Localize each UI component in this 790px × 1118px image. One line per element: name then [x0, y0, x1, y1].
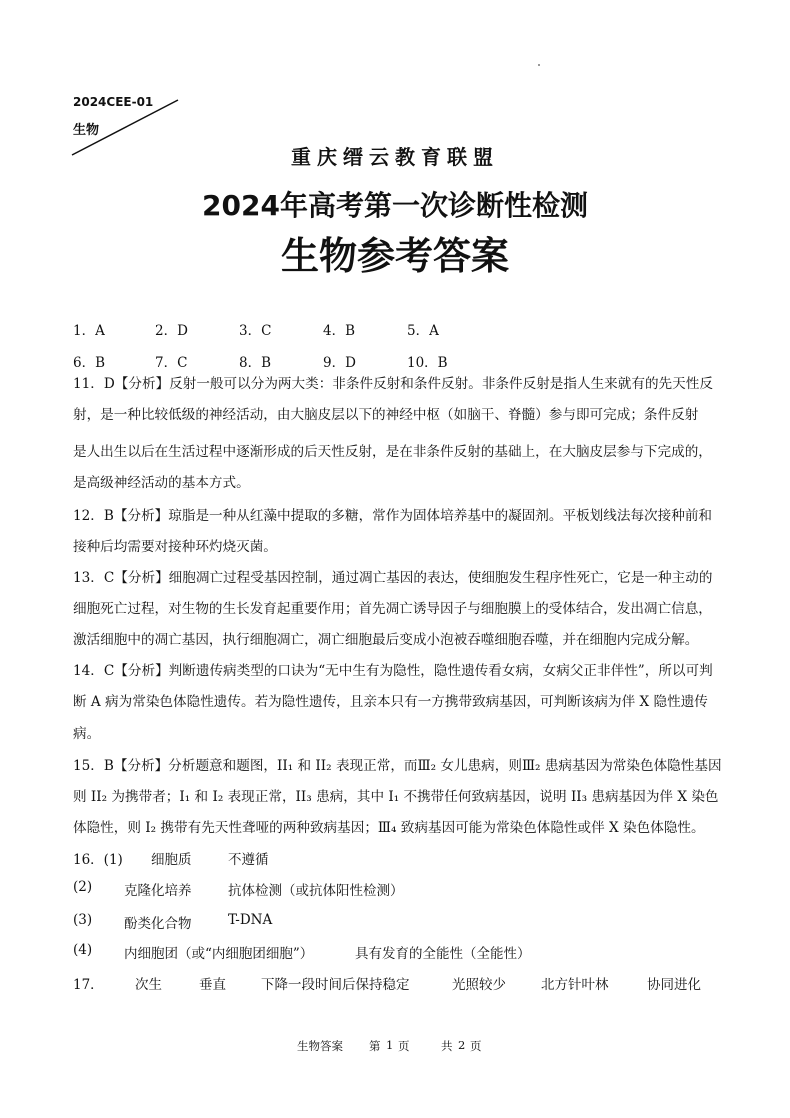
exam-title: 2024年高考第一次诊断性检测: [202, 189, 588, 222]
fill-answer: 北方针叶林: [541, 977, 609, 993]
fill-answer: 细胞质: [151, 852, 192, 868]
analysis-line: 激活细胞中的凋亡基因，执行细胞凋亡，凋亡细胞最后变成小泡被吞噬细胞吞噬，并在细胞内完成分解。: [73, 632, 699, 648]
analysis-line: 则 II₂ 为携带者；I₁ 和 I₂ 表现正常，II₃ 患病，其中 I₁ 不携带任何致病基因，说明 II₃ 患病基因为伴 X 染色: [73, 789, 719, 805]
choice-answer: 9．D: [323, 355, 356, 371]
fill-answer: 光照较少: [452, 977, 506, 993]
analysis-line: 13．C【分析】细胞凋亡过程受基因控制，通过凋亡基因的表达，使细胞发生程序性死亡，它是一种主动的: [73, 570, 713, 586]
question-number: (3): [73, 912, 93, 928]
footer-page-suffix: 页: [398, 1039, 410, 1053]
footer-page-prefix: 第: [369, 1039, 381, 1053]
fill-answer: 抗体检测（或抗体阳性检测）: [228, 883, 404, 899]
analysis-line: 体隐性，则 I₂ 携带有先天性聋哑的两种致病基因；Ⅲ₄ 致病基因可能为常染色体隐性或伴 X 染色体隐性。: [73, 820, 705, 836]
analysis-line: 是高级神经活动的基本方式。: [73, 475, 250, 491]
analysis-line: 病。: [73, 726, 101, 742]
question-number: (2): [73, 879, 93, 895]
doc-title: 生物参考答案: [280, 234, 509, 278]
analysis-line: 11．D【分析】反射一般可以分为两大类：非条件反射和条件反射。非条件反射是指人生来就有的先天性反: [73, 376, 713, 392]
fill-answer: 具有发育的全能性（全能性）: [355, 946, 531, 962]
question-number: (4): [73, 942, 93, 958]
choice-answer: 2．D: [155, 323, 188, 339]
choice-answer: 3．C: [239, 323, 272, 339]
analysis-line: 12．B【分析】琼脂是一种从红藻中提取的多糖，常作为固体培养基中的凝固剂。平板划线法每次接种前和: [73, 508, 713, 524]
footer-total-suffix: 页: [470, 1039, 482, 1053]
fill-answer: 不遵循: [228, 852, 269, 868]
choice-answer: 7．C: [155, 355, 188, 371]
footer-total: 2: [458, 1038, 466, 1052]
footer-page: 1: [386, 1038, 394, 1052]
choice-answer: 10．B: [407, 355, 448, 371]
fill-answer: 酚类化合物: [124, 916, 192, 932]
choice-answer: 8．B: [239, 355, 272, 371]
choice-answer: 6．B: [73, 355, 106, 371]
analysis-line: 断 A 病为常染色体隐性遗传。若为隐性遗传，且亲本只有一方携带致病基因，可判断该病为伴 X 隐性遗传: [73, 694, 708, 710]
question-number: 17．: [73, 977, 104, 993]
analysis-line: 射，是一种比较低级的神经活动，由大脑皮层以下的神经中枢（如脑干、脊髓）参与即可完成；条件反射: [73, 407, 699, 423]
analysis-line: 15．B【分析】分析题意和题图，II₁ 和 II₂ 表现正常，而Ⅲ₂ 女儿患病，则Ⅲ₂ 患病基因为常染色体隐性基因: [73, 758, 722, 774]
fill-answer: 协同进化: [647, 977, 701, 993]
footer-name: 生物答案: [297, 1039, 343, 1053]
doc-subject: 生物: [73, 123, 100, 138]
question-number: 16．(1): [73, 852, 123, 868]
fill-answer: 垂直: [199, 977, 226, 993]
fill-answer: 次生: [135, 977, 162, 993]
speck: [538, 64, 540, 66]
choice-answer: 1．A: [73, 323, 105, 339]
fill-answer: 下降一段时间后保持稳定: [261, 977, 410, 993]
choice-answer: 4．B: [323, 323, 356, 339]
org-title: 重庆缙云教育联盟: [291, 145, 499, 169]
fill-answer: 克隆化培养: [124, 883, 192, 899]
analysis-line: 接种后均需要对接种环灼烧灭菌。: [73, 539, 277, 555]
fill-answer: 内细胞团（或“内细胞团细胞”）: [124, 946, 314, 962]
fill-answer: T-DNA: [228, 912, 273, 928]
analysis-line: 是人出生以后在生活过程中逐渐形成的后天性反射，是在非条件反射的基础上，在大脑皮层参与下完成的，: [73, 444, 712, 460]
choice-answer: 5．A: [407, 323, 439, 339]
footer-total-prefix: 共: [441, 1039, 453, 1053]
analysis-line: 14．C【分析】判断遗传病类型的口诀为“无中生有为隐性，隐性遗传看女病，女病父正非伴性”，所以可判: [73, 663, 713, 679]
doc-code: 2024CEE-01: [73, 95, 154, 109]
analysis-line: 细胞死亡过程，对生物的生长发育起重要作用；首先凋亡诱导因子与细胞膜上的受体结合，发出凋亡信息，: [73, 601, 712, 617]
